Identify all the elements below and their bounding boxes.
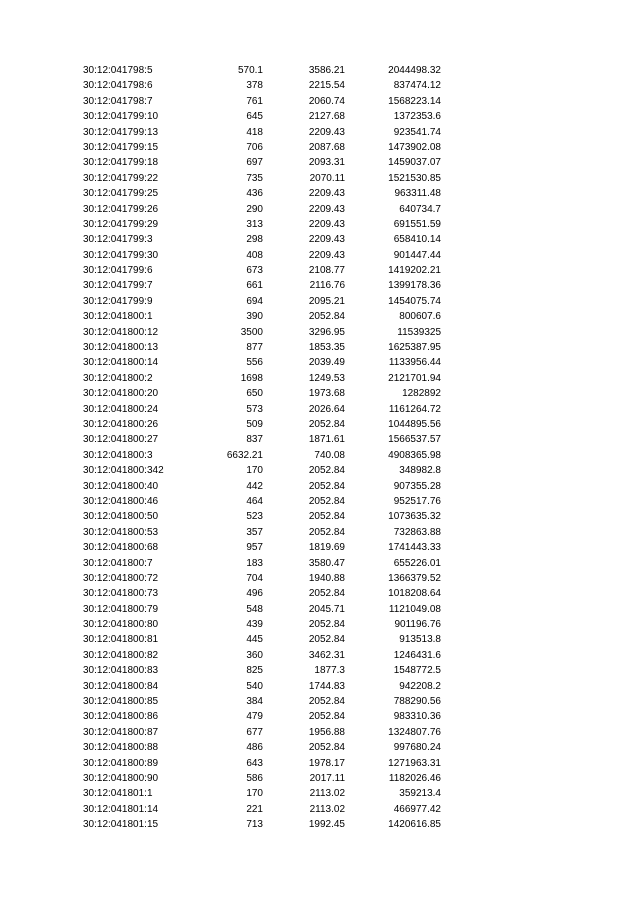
cadastral-number-cell: 30:12:041799:22 [83,172,159,184]
table-row [0,155,640,170]
value-cell: 691551.59 [393,218,441,230]
table-row [0,340,640,355]
table-row [0,202,640,217]
rate-cell: 2026.64 [308,403,345,415]
rate-cell: 1992.45 [308,819,345,831]
value-cell: 1566537.57 [388,434,441,446]
table-row [0,540,640,555]
cadastral-number-cell: 30:12:041800:40 [83,480,159,492]
table-row [0,725,640,740]
area-cell: 1698 [240,372,263,384]
cadastral-number-cell: 30:12:041798:7 [83,95,153,107]
rate-cell: 2052.84 [308,588,345,600]
value-cell: 655226.01 [393,557,441,569]
table-row [0,632,640,647]
area-cell: 570.1 [237,65,263,76]
value-cell: 1568223.14 [388,95,441,107]
cadastral-number-cell: 30:12:041800:83 [83,665,159,677]
area-cell: 298 [246,234,263,246]
cadastral-number-cell: 30:12:041800:81 [83,634,159,646]
table-row [0,740,640,755]
cadastral-number-cell: 30:12:041800:88 [83,742,159,754]
rate-cell: 2113.02 [309,788,345,800]
rate-cell: 1877.3 [314,665,345,677]
area-cell: 523 [246,511,263,523]
cadastral-number-cell: 30:12:041800:68 [83,542,159,554]
cadastral-number-cell: 30:12:041800:85 [83,696,159,708]
area-cell: 573 [246,403,263,415]
cadastral-number-cell: 30:12:041800:80 [83,619,159,631]
area-cell: 418 [246,126,263,138]
area-cell: 464 [246,495,263,507]
table-row [0,248,640,263]
cadastral-number-cell: 30:12:041799:10 [83,111,159,123]
rate-cell: 1956.88 [308,726,345,738]
table-row [0,417,640,432]
value-cell: 466977.42 [393,803,441,815]
table-row [0,78,640,93]
table-row [0,602,640,617]
cadastral-number-cell: 30:12:041799:26 [83,203,159,215]
value-cell: 1548772.5 [393,665,441,677]
table-row [0,525,640,540]
table-row [0,617,640,632]
cadastral-number-cell: 30:12:041800:84 [83,680,159,692]
table-row [0,709,640,724]
cadastral-number-cell: 30:12:041800:79 [83,603,159,615]
cadastral-number-cell: 30:12:041800:27 [83,434,159,446]
value-cell: 1454075.74 [388,295,441,307]
table-row [0,786,640,801]
area-cell: 290 [246,203,263,215]
rate-cell: 2113.02 [309,803,345,815]
area-cell: 6632.21 [226,449,263,461]
rate-cell: 2093.31 [308,157,345,169]
table-row [0,679,640,694]
table-row [0,756,640,771]
value-cell: 1473902.08 [388,141,441,153]
value-cell: 1419202.21 [388,265,441,277]
value-cell: 1073635.32 [388,511,441,523]
area-cell: 439 [246,619,263,631]
cadastral-number-cell: 30:12:041799:30 [83,249,159,261]
area-cell: 735 [246,172,263,184]
table-row [0,432,640,447]
table-row [0,232,640,247]
table-row [0,771,640,786]
table-row [0,663,640,678]
cadastral-number-cell: 30:12:041800:90 [83,772,159,784]
value-cell: 901196.76 [394,619,441,631]
cadastral-number-cell: 30:12:041799:18 [83,157,159,169]
table-row [0,171,640,186]
value-cell: 942208.2 [399,680,441,692]
rate-cell: 2017.11 [309,772,345,784]
rate-cell: 2052.84 [308,619,345,631]
area-cell: 313 [246,218,263,230]
table-row [0,586,640,601]
value-cell: 1044895.56 [388,418,441,430]
rate-cell: 1978.17 [308,757,345,769]
cadastral-number-cell: 30:12:041800:24 [83,403,159,415]
area-cell: 384 [246,696,263,708]
cadastral-number-cell: 30:12:041801:1 [83,788,153,800]
area-cell: 445 [246,634,263,646]
rate-cell: 1871.61 [308,434,345,446]
rate-cell: 2215.54 [308,80,345,92]
value-cell: 997680.24 [393,742,441,754]
table-row [0,278,640,293]
area-cell: 556 [246,357,263,369]
rate-cell: 2209.43 [308,234,345,246]
table-row [0,371,640,386]
value-cell: 923541.74 [393,126,441,138]
table-row [0,294,640,309]
area-cell: 496 [246,588,263,600]
rate-cell: 2087.68 [308,141,345,153]
cadastral-number-cell: 30:12:041800:13 [83,342,159,354]
rate-cell: 740.08 [314,449,345,461]
rate-cell: 2209.43 [308,188,345,200]
cadastral-number-cell: 30:12:041800:50 [83,511,159,523]
value-cell: 907355.28 [393,480,441,492]
table-row [0,386,640,401]
cadastral-number-cell: 30:12:041801:15 [83,819,159,831]
cadastral-number-cell: 30:12:041799:13 [83,126,159,138]
value-cell: 1324807.76 [388,726,441,738]
area-cell: 540 [246,680,263,692]
rate-cell: 2052.84 [308,634,345,646]
rate-cell: 2052.84 [308,311,345,323]
rate-cell: 2209.43 [308,249,345,261]
table-row [0,463,640,478]
table-row [0,94,640,109]
table-row [0,817,640,832]
area-cell: 3500 [240,326,263,338]
area-cell: 586 [246,772,263,784]
cadastral-number-cell: 30:12:041799:7 [83,280,153,292]
rate-cell: 2052.84 [308,711,345,723]
rate-cell: 2116.76 [309,280,345,292]
value-cell: 1399178.36 [388,280,441,292]
cadastral-number-cell: 30:12:041800:73 [83,588,159,600]
value-cell: 913513.8 [399,634,441,646]
rate-cell: 2060.74 [308,95,345,107]
area-cell: 221 [246,803,263,815]
value-cell: 1182026.46 [388,772,441,784]
value-cell: 658410.14 [393,234,441,246]
cadastral-number-cell: 30:12:041801:14 [83,803,159,815]
rate-cell: 2209.43 [308,126,345,138]
area-cell: 183 [246,557,263,569]
table-row [0,263,640,278]
cadastral-number-cell: 30:12:041800:7 [83,557,153,569]
data-table [0,63,640,833]
table-row [0,494,640,509]
rate-cell: 2052.84 [308,418,345,430]
cadastral-number-cell: 30:12:041799:29 [83,218,159,230]
table-row [0,355,640,370]
area-cell: 408 [246,249,263,261]
table-row [0,140,640,155]
table-row [0,63,640,78]
rate-cell: 2052.84 [308,480,345,492]
table-row [0,309,640,324]
area-cell: 378 [246,80,263,92]
value-cell: 1133956.44 [388,357,441,369]
area-cell: 877 [246,342,263,354]
rate-cell: 2209.43 [308,203,345,215]
area-cell: 673 [246,265,263,277]
value-cell: 4908365.98 [388,449,441,461]
area-cell: 390 [246,311,263,323]
value-cell: 1420616.85 [388,819,441,831]
cadastral-number-cell: 30:12:041800:20 [83,388,159,400]
area-cell: 509 [246,418,263,430]
rate-cell: 3296.95 [308,326,345,338]
table-row [0,648,640,663]
area-cell: 706 [246,141,263,153]
table-row [0,109,640,124]
value-cell: 1121049.08 [388,603,441,615]
cadastral-number-cell: 30:12:041798:5 [83,65,153,76]
cadastral-number-cell: 30:12:041800:89 [83,757,159,769]
cadastral-number-cell: 30:12:041800:14 [83,357,159,369]
table-row [0,694,640,709]
area-cell: 442 [246,480,263,492]
value-cell: 983310.36 [393,711,441,723]
table-row [0,571,640,586]
rate-cell: 3586.21 [308,65,345,76]
rate-cell: 3580.47 [308,557,345,569]
cadastral-number-cell: 30:12:041800:72 [83,572,159,584]
cadastral-number-cell: 30:12:041799:25 [83,188,159,200]
area-cell: 661 [246,280,263,292]
area-cell: 479 [246,711,263,723]
value-cell: 2044498.32 [388,65,441,76]
area-cell: 436 [246,188,263,200]
value-cell: 11539325 [397,326,441,338]
cadastral-number-cell: 30:12:041800:87 [83,726,159,738]
value-cell: 1271963.31 [388,757,441,769]
cadastral-number-cell: 30:12:041800:2 [83,372,153,384]
rate-cell: 2052.84 [308,696,345,708]
area-cell: 957 [246,542,263,554]
area-cell: 704 [246,572,263,584]
cadastral-number-cell: 30:12:041800:1 [83,311,153,323]
cadastral-number-cell: 30:12:041800:53 [83,526,159,538]
cadastral-number-cell: 30:12:041799:9 [83,295,153,307]
table-row [0,217,640,232]
rate-cell: 2052.84 [308,511,345,523]
area-cell: 360 [246,649,263,661]
table-row [0,479,640,494]
value-cell: 1161264.72 [388,403,441,415]
rate-cell: 1853.35 [308,342,345,354]
value-cell: 1625387.95 [388,342,441,354]
cadastral-number-cell: 30:12:041800:86 [83,711,159,723]
area-cell: 357 [246,526,263,538]
rate-cell: 1744.83 [308,680,345,692]
area-cell: 643 [246,757,263,769]
value-cell: 963311.48 [394,188,441,200]
value-cell: 732863.88 [393,526,441,538]
rate-cell: 1249.53 [308,372,345,384]
value-cell: 1459037.07 [388,157,441,169]
area-cell: 170 [246,788,263,800]
table-row [0,325,640,340]
table-row [0,448,640,463]
rate-cell: 2052.84 [308,465,345,477]
cadastral-number-cell: 30:12:041800:3 [83,449,153,461]
rate-cell: 2052.84 [308,495,345,507]
value-cell: 2121701.94 [388,372,441,384]
area-cell: 761 [246,95,263,107]
cadastral-number-cell: 30:12:041800:82 [83,649,159,661]
table-row [0,186,640,201]
value-cell: 837474.12 [393,80,441,92]
rate-cell: 2070.11 [309,172,345,184]
area-cell: 486 [246,742,263,754]
table-row [0,125,640,140]
area-cell: 825 [246,665,263,677]
rate-cell: 1973.68 [308,388,345,400]
cadastral-number-cell: 30:12:041800:46 [83,495,159,507]
area-cell: 548 [246,603,263,615]
area-cell: 645 [246,111,263,123]
rate-cell: 2108.77 [308,265,345,277]
cadastral-number-cell: 30:12:041799:6 [83,265,153,277]
value-cell: 800607.6 [399,311,441,323]
cadastral-number-cell: 30:12:041798:6 [83,80,153,92]
rate-cell: 3462.31 [308,649,345,661]
table-row [0,802,640,817]
value-cell: 348982.8 [399,465,441,477]
area-cell: 837 [246,434,263,446]
value-cell: 1018208.64 [388,588,441,600]
area-cell: 697 [246,157,263,169]
rate-cell: 1940.88 [308,572,345,584]
value-cell: 1372353.6 [393,111,441,123]
cadastral-number-cell: 30:12:041799:15 [83,141,159,153]
value-cell: 788290.56 [393,696,441,708]
rate-cell: 1819.69 [308,542,345,554]
area-cell: 677 [246,726,263,738]
value-cell: 901447.44 [393,249,441,261]
rate-cell: 2045.71 [308,603,345,615]
rate-cell: 2052.84 [308,526,345,538]
cadastral-number-cell: 30:12:041800:26 [83,418,159,430]
value-cell: 359213.4 [399,788,441,800]
table-row [0,509,640,524]
value-cell: 1246431.6 [393,649,441,661]
rate-cell: 2052.84 [308,742,345,754]
area-cell: 713 [246,819,263,831]
value-cell: 1282892 [402,388,441,400]
cadastral-number-cell: 30:12:041799:3 [83,234,153,246]
value-cell: 1366379.52 [388,572,441,584]
table-row [0,402,640,417]
area-cell: 694 [246,295,263,307]
table-row [0,556,640,571]
area-cell: 650 [246,388,263,400]
area-cell: 170 [246,465,263,477]
cadastral-number-cell: 30:12:041800:12 [83,326,159,338]
rate-cell: 2039.49 [308,357,345,369]
cadastral-number-cell: 30:12:041800:342 [83,465,164,477]
rate-cell: 2095.21 [308,295,345,307]
rate-cell: 2127.68 [308,111,345,123]
value-cell: 952517.76 [393,495,441,507]
value-cell: 1741443.33 [388,542,441,554]
rate-cell: 2209.43 [308,218,345,230]
value-cell: 1521530.85 [388,172,441,184]
value-cell: 640734.7 [399,203,441,215]
